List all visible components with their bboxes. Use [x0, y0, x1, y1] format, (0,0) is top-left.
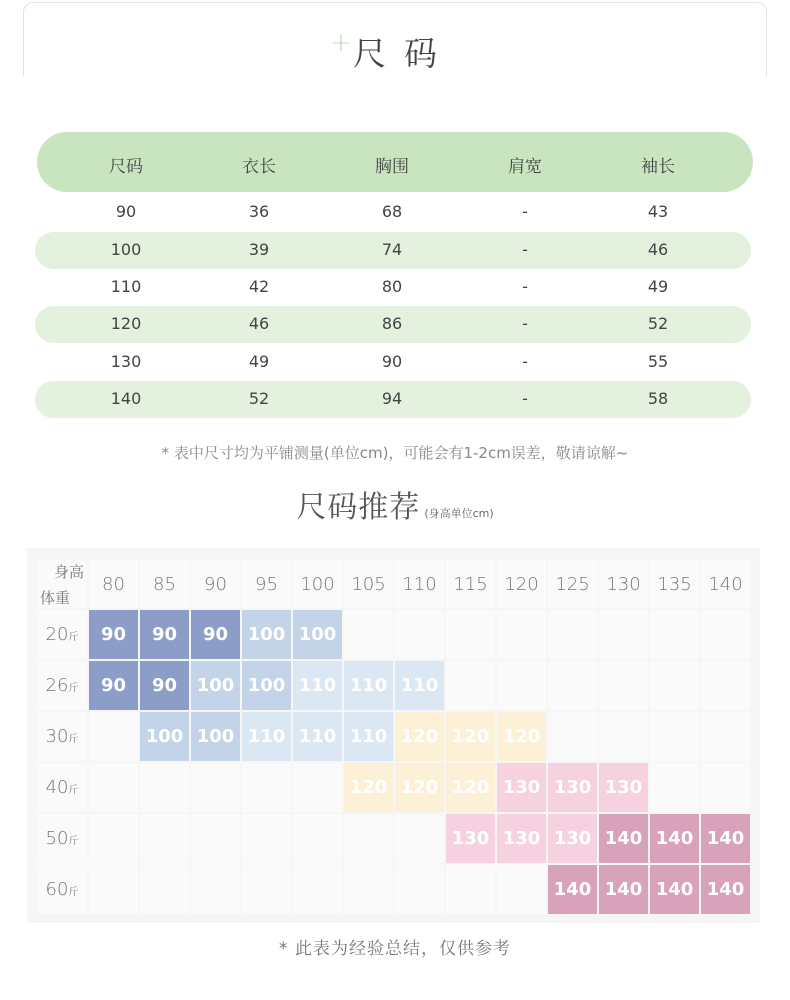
recommend-size-cell	[191, 763, 240, 812]
recommend-size-cell: 100	[242, 610, 291, 659]
recommend-size-cell	[140, 763, 189, 812]
size-header-cell: 胸围	[375, 157, 409, 177]
size-table-cell: -	[522, 352, 528, 371]
recommend-size-cell: 130	[497, 814, 546, 863]
recommend-size-cell	[293, 865, 342, 914]
size-table-cell: 90	[115, 202, 137, 221]
recommend-size-cell: 110	[344, 712, 393, 761]
recommend-size-cell: 120	[344, 763, 393, 812]
weight-header-cell	[37, 712, 87, 761]
recommend-title-unit: (身高单位cm)	[424, 507, 494, 520]
height-header-cell: 125	[548, 559, 597, 608]
recommend-size-cell	[140, 814, 189, 863]
recommend-size-cell	[446, 865, 495, 914]
recommend-size-cell: 130	[548, 814, 597, 863]
size-table-cell: 55	[647, 352, 669, 371]
recommend-size-cell: 110	[344, 661, 393, 710]
recommend-size-cell: 90	[89, 610, 138, 659]
corner-height-label: 身高	[54, 563, 85, 581]
size-header-cell: 袖长	[641, 157, 675, 177]
recommend-title	[0, 482, 790, 526]
recommend-size-cell	[293, 814, 342, 863]
recommend-size-cell	[344, 814, 393, 863]
size-table-cell: -	[522, 314, 528, 333]
recommend-size-cell	[497, 610, 546, 659]
recommend-size-cell: 90	[140, 610, 189, 659]
height-header-cell: 80	[89, 559, 138, 608]
size-table-cell: 130	[110, 352, 142, 371]
weight-header-cell	[37, 763, 87, 812]
size-table-cell: 74	[381, 240, 403, 259]
recommend-size-cell	[548, 610, 597, 659]
size-header-cell: 衣长	[242, 157, 276, 177]
recommend-size-cell	[446, 661, 495, 710]
recommend-size-cell	[395, 610, 444, 659]
size-table-cell: 36	[248, 202, 270, 221]
recommend-size-cell: 140	[599, 865, 648, 914]
size-table-cell: 110	[110, 277, 142, 296]
recommend-size-cell: 100	[242, 661, 291, 710]
recommend-size-cell: 110	[242, 712, 291, 761]
size-table-cell: 49	[248, 352, 270, 371]
height-header-cell: 140	[701, 559, 750, 608]
recommend-size-cell	[650, 661, 699, 710]
recommend-size-cell: 90	[191, 610, 240, 659]
measure-note: * 表中尺寸均为平铺测量(单位cm)，可能会有1-2cm误差，敬请谅解~	[161, 444, 629, 462]
recommend-size-cell: 140	[701, 865, 750, 914]
recommend-size-cell: 110	[293, 712, 342, 761]
weight-value: 60	[45, 879, 69, 900]
size-table-cell: 80	[381, 277, 403, 296]
recommend-size-cell	[89, 712, 138, 761]
recommend-size-cell	[599, 661, 648, 710]
recommend-size-cell	[701, 763, 750, 812]
weight-unit: 斤	[68, 836, 79, 847]
height-header-cell: 105	[344, 559, 393, 608]
height-header-cell: 135	[650, 559, 699, 608]
experience-note: * 此表为经验总结，仅供参考	[279, 939, 511, 959]
size-table-cell: -	[522, 277, 528, 296]
recommend-size-cell: 110	[293, 661, 342, 710]
recommend-size-cell	[548, 661, 597, 710]
weight-header-cell	[37, 661, 87, 710]
recommend-size-cell	[395, 814, 444, 863]
size-table-cell: 100	[110, 240, 142, 259]
recommend-size-cell: 100	[293, 610, 342, 659]
weight-unit: 斤	[68, 734, 79, 745]
recommend-size-cell	[89, 814, 138, 863]
recommend-size-cell: 90	[89, 661, 138, 710]
weight-value: 40	[45, 777, 69, 798]
recommend-size-cell	[497, 661, 546, 710]
recommend-size-cell	[701, 610, 750, 659]
weight-value: 50	[45, 828, 69, 849]
size-table-cell: 68	[381, 202, 403, 221]
size-table-cell: 52	[248, 389, 270, 408]
recommend-size-cell	[701, 712, 750, 761]
recommend-size-cell	[191, 865, 240, 914]
size-table-cell: 90	[381, 352, 403, 371]
recommend-size-cell: 130	[599, 763, 648, 812]
weight-value: 20	[45, 624, 69, 645]
recommend-size-cell	[89, 763, 138, 812]
recommend-size-cell	[344, 865, 393, 914]
recommend-size-cell: 120	[395, 763, 444, 812]
size-table-cell: 140	[110, 389, 142, 408]
recommend-size-cell	[548, 712, 597, 761]
recommend-size-cell: 120	[446, 763, 495, 812]
recommend-size-cell: 140	[548, 865, 597, 914]
recommend-size-cell: 110	[395, 661, 444, 710]
recommend-size-cell	[140, 865, 189, 914]
recommend-size-cell	[242, 814, 291, 863]
size-table-cell: -	[522, 240, 528, 259]
recommend-size-cell	[242, 763, 291, 812]
recommend-size-cell: 120	[497, 712, 546, 761]
height-header-cell: 115	[446, 559, 495, 608]
recommend-size-cell	[599, 712, 648, 761]
size-table-cell: 46	[647, 240, 669, 259]
corner-weight-label: 体重	[40, 589, 71, 607]
weight-unit: 斤	[68, 683, 79, 694]
size-table-cell: 43	[647, 202, 669, 221]
weight-header-cell	[37, 814, 87, 863]
recommend-size-cell: 130	[446, 814, 495, 863]
height-header-cell: 130	[599, 559, 648, 608]
recommend-size-cell: 120	[446, 712, 495, 761]
size-table-cell: 120	[110, 314, 142, 333]
recommend-size-cell: 100	[191, 661, 240, 710]
page-title: 尺码	[353, 34, 455, 73]
recommend-size-cell	[650, 712, 699, 761]
recommend-size-cell: 140	[650, 865, 699, 914]
recommend-size-cell	[191, 814, 240, 863]
recommend-size-cell	[242, 865, 291, 914]
size-table-cell: 52	[647, 314, 669, 333]
size-table-cell: 42	[248, 277, 270, 296]
recommend-size-cell: 130	[497, 763, 546, 812]
size-table-cell: 94	[381, 389, 403, 408]
recommend-size-cell	[701, 661, 750, 710]
height-header-cell: 120	[497, 559, 546, 608]
size-table-cell: 46	[248, 314, 270, 333]
weight-header-cell	[37, 610, 87, 659]
recommend-size-cell: 120	[395, 712, 444, 761]
recommend-size-cell: 90	[140, 661, 189, 710]
recommend-size-cell: 140	[650, 814, 699, 863]
height-header-cell: 100	[293, 559, 342, 608]
recommend-size-cell	[650, 763, 699, 812]
recommend-size-cell	[650, 610, 699, 659]
height-header-cell: 85	[140, 559, 189, 608]
size-table-cell: 49	[647, 277, 669, 296]
recommend-size-cell	[293, 763, 342, 812]
size-table-cell: -	[522, 389, 528, 408]
size-header-cell: 肩宽	[508, 157, 542, 177]
title-wrap	[0, 28, 790, 76]
plus-decoration-icon: +	[330, 28, 352, 58]
size-table-cell: -	[522, 202, 528, 221]
size-table-cell: 86	[381, 314, 403, 333]
height-header-cell: 110	[395, 559, 444, 608]
height-header-cell: 90	[191, 559, 240, 608]
size-table-cell: 39	[248, 240, 270, 259]
weight-unit: 斤	[68, 632, 79, 643]
recommend-size-cell	[599, 610, 648, 659]
height-header-cell: 95	[242, 559, 291, 608]
weight-header-cell	[37, 865, 87, 914]
recommend-size-cell: 140	[701, 814, 750, 863]
weight-unit: 斤	[68, 785, 79, 796]
weight-unit: 斤	[68, 887, 79, 898]
recommend-size-cell	[446, 610, 495, 659]
recommend-size-cell: 100	[140, 712, 189, 761]
recommend-size-cell: 130	[548, 763, 597, 812]
size-table-cell: 58	[647, 389, 669, 408]
recommend-size-cell	[497, 865, 546, 914]
recommend-size-cell: 140	[599, 814, 648, 863]
recommend-size-cell: 100	[191, 712, 240, 761]
weight-value: 26	[45, 675, 69, 696]
recommend-size-cell	[89, 865, 138, 914]
size-header-cell: 尺码	[109, 157, 143, 177]
recommend-size-cell	[395, 865, 444, 914]
recommend-size-cell	[344, 610, 393, 659]
recommend-title-text: 尺码推荐	[296, 490, 421, 525]
weight-value: 30	[45, 726, 69, 747]
